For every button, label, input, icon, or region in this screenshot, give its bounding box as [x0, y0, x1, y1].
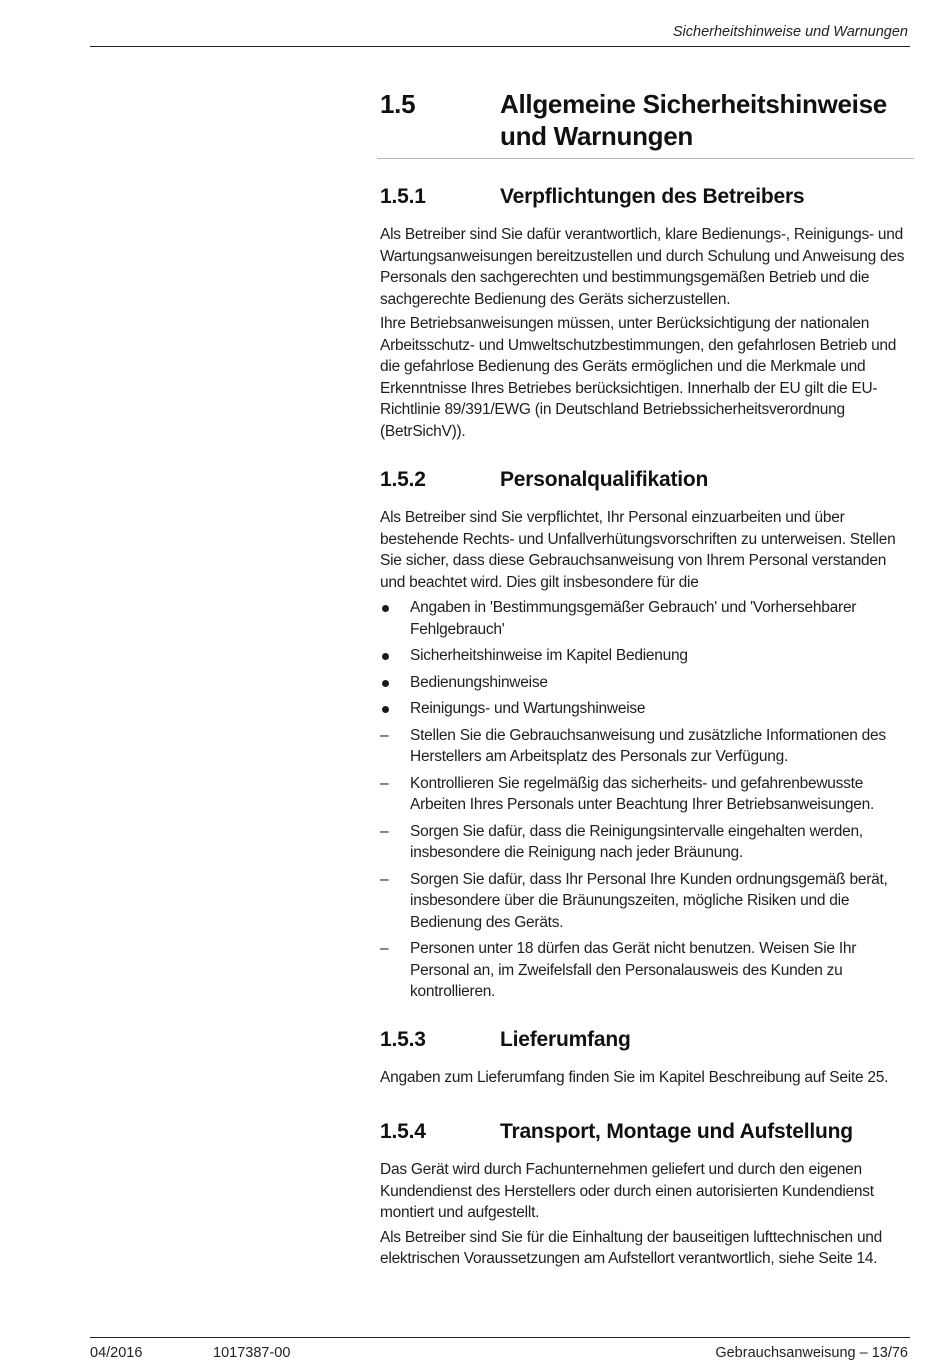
subsection-number: 1.5.4: [380, 1120, 426, 1143]
footer-divider: [90, 1337, 910, 1338]
section-heading-1-5: [377, 88, 914, 159]
list-item: Sicherheitshinweise im Kapitel Bedienung: [380, 645, 910, 667]
page-content: [380, 88, 910, 1270]
list-item: Angaben in 'Bestimmungsgemäßer Gebrauch' und 'Vorhersehbarer Fehlgebrauch': [380, 597, 910, 640]
list-item: – Personen unter 18 dürfen das Gerät nicht benutzen. Weisen Sie Ihr Personal an, im Zweifelsfall den Personalausweis des Kunden zu kontrollieren.: [380, 938, 910, 1003]
paragraph: Als Betreiber sind Sie dafür verantwortlich, klare Bedienungs-, Reinigungs- und Wartungsanweisungen bereitzustellen und durch Schulung und Anweisung des Personals den sachgerechten und bestimmungsgemäßen Betrieb und die sachgerechte Bedienung des Geräts sicherzustellen.: [380, 226, 905, 308]
list-item: Bedienungshinweise: [380, 672, 910, 694]
dash-marker: –: [380, 870, 389, 888]
bullet-icon: [382, 605, 389, 612]
dash-marker: –: [380, 774, 389, 792]
subsection-number: 1.5.2: [380, 468, 426, 491]
paragraph: Angaben zum Lieferumfang finden Sie im Kapitel Beschreibung auf Seite 25.: [380, 1068, 889, 1086]
paragraph: Ihre Betriebsanweisungen müssen, unter Berücksichtigung der nationalen Arbeitsschutz- und Umweltschutzbestimmungen, den gefahrlosen Betrieb und die gefahrlose Bedienung des Geräts ermöglichen und die Merkmale und Erkenntnisse Ihres Betriebes berücksichtigen. Innerhalb der EU gilt die EU-Richtlinie 89/391/EWG (in Deutschland Betriebssicherheitsverordnung (BetrSichV)).: [380, 315, 897, 440]
paragraph: Als Betreiber sind Sie für die Einhaltung der bauseitigen lufttechnischen und elektrischen Voraussetzungen am Aufstellort verantwortlich, siehe Seite 14.: [380, 1228, 883, 1267]
list-item: – Sorgen Sie dafür, dass die Reinigungsintervalle eingehalten werden, insbesondere die Reinigung nach jeder Bräunung.: [380, 821, 910, 864]
subsection-title: Verpflichtungen des Betreibers: [500, 185, 805, 208]
bullet-icon: [382, 653, 389, 660]
subsection-heading-1-5-1: [380, 184, 910, 210]
subsection-number: 1.5.3: [380, 1027, 426, 1051]
subsection-heading-1-5-4: [380, 1119, 910, 1145]
subsection-heading-1-5-2: [380, 467, 910, 493]
footer-date: 04/2016: [90, 1345, 143, 1361]
subsection-title: Transport, Montage und Aufstellung: [500, 1120, 853, 1143]
paragraph: Als Betreiber sind Sie verpflichtet, Ihr Personal einzuarbeiten und über bestehende Rechts- und Unfallverhütungsvorschriften zu unterweisen. Stellen Sie sicher, dass diese Gebrauchsanweisung von Ihrem Personal verstanden und beachtet wird. Dies gilt insbesondere für die: [380, 509, 896, 591]
bullet-icon: [382, 706, 389, 713]
subsection-number: 1.5.1: [380, 185, 426, 208]
dash-marker: –: [380, 726, 389, 744]
section-title: Allgemeine Sicherheitshinweise und Warnungen: [500, 89, 887, 151]
list-item: Reinigungs- und Wartungshinweise: [380, 698, 910, 720]
section-number: 1.5: [380, 89, 416, 119]
list-item: – Kontrollieren Sie regelmäßig das sicherheits- und gefahrenbewusste Arbeiten Ihres Personals unter Beachtung Ihrer Betriebsanweisungen.: [380, 773, 910, 816]
bullet-list: [380, 597, 910, 1003]
dash-marker: –: [380, 822, 389, 840]
paragraph: Das Gerät wird durch Fachunternehmen geliefert und durch den eigenen Kundendienst des Herstellers oder durch einen autorisierten Kundendienst montiert und aufgestellt.: [380, 1161, 874, 1221]
subsection-heading-1-5-3: [380, 1027, 910, 1053]
footer-doc-number: 1017387-00: [213, 1345, 291, 1361]
dash-marker: –: [380, 940, 389, 957]
header-divider: [90, 46, 910, 47]
bullet-icon: [382, 680, 389, 687]
list-item: – Stellen Sie die Gebrauchsanweisung und zusätzliche Informationen des Herstellers am Arbeitsplatz des Personals zur Verfügung.: [380, 725, 910, 768]
list-item: – Sorgen Sie dafür, dass Ihr Personal Ihre Kunden ordnungsgemäß berät, insbesondere über die Bräunungszeiten, mögliche Risiken und die Bedienung des Geräts.: [380, 869, 910, 934]
subsection-title: Personalqualifikation: [500, 468, 709, 491]
footer-page-number: Gebrauchsanweisung – 13/76: [715, 1345, 908, 1361]
running-header: Sicherheitshinweise und Warnungen: [672, 24, 908, 40]
subsection-title: Lieferumfang: [500, 1027, 631, 1051]
